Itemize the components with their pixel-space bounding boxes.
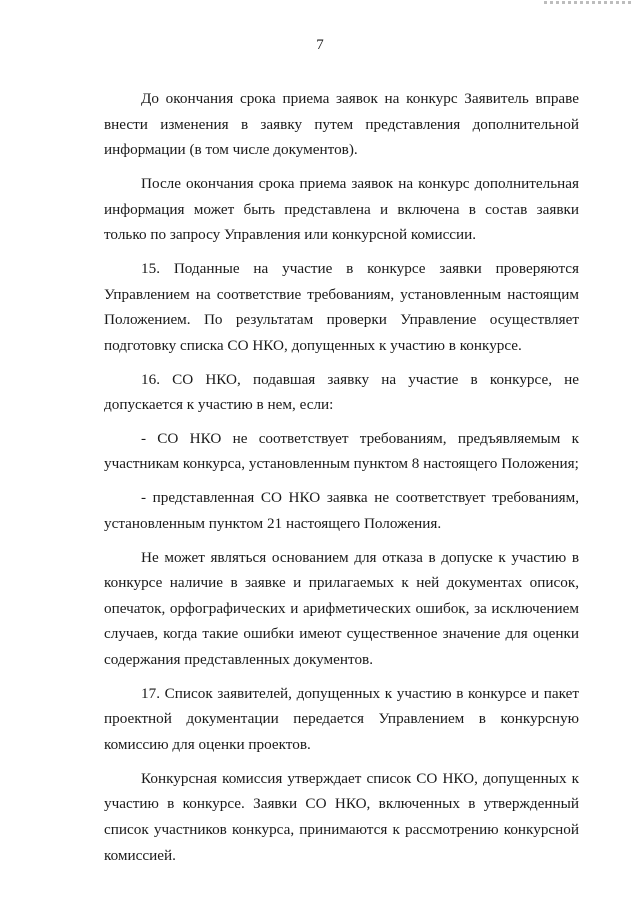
paragraph-info-after-deadline: После окончания срока приема заявок на конкурс дополнительная информация может быть представлена и включена в состав заявки только по запросу Управления или конкурсной комиссии. xyxy=(104,174,579,244)
scan-corner-mark xyxy=(544,1,634,4)
paragraph-no-refusal-grounds: Не может являться основанием для отказа в допуске к участию в конкурсе наличие в заявке и прилагаемых к ней документах описок, опечаток, орфографических и арифметических ошибок, за исключением случаев, когда такие ошибки имеют существенное значение для оценки содержания представленных документов. xyxy=(104,548,579,668)
paragraph-clause-16: 16. СО НКО, подавшая заявку на участие в конкурсе, не допускается к участию в нем, если: xyxy=(104,370,579,414)
paragraph-commission-approval: Конкурсная комиссия утверждает список СО НКО, допущенных к участию в конкурсе. Заявки СО НКО, включенных в утвержденный список участников конкурса, принимаются к рассмотрению конкурсной комиссией. xyxy=(104,769,579,864)
paragraph-amendment-before-deadline: До окончания срока приема заявок на конкурс Заявитель вправе внести изменения в заявку путем представления дополнительной информации (в том числе документов). xyxy=(104,90,579,159)
list-item-requirements-clause-8: - СО НКО не соответствует требованиям, предъявляемым к участникам конкурса, установленным пунктом 8 настоящего Положения; xyxy=(104,429,579,473)
list-item-requirements-clause-21: - представленная СО НКО заявка не соответствует требованиям, установленным пунктом 21 настоящего Положения. xyxy=(104,489,579,532)
paragraph-clause-15: 15. Поданные на участие в конкурсе заявки проверяются Управлением на соответствие требованиям, установленным настоящим Положением. По результатам проверки Управление осуществляет подготовку списка СО НКО, допущенных к участию в конкурсе. xyxy=(104,259,579,354)
page-number: 7 xyxy=(316,37,324,53)
paragraph-clause-17: 17. Список заявителей, допущенных к участию в конкурсе и пакет проектной документации передается Управлением в конкурсную комиссию для оценки проектов. xyxy=(104,684,579,753)
document-body xyxy=(104,86,579,876)
